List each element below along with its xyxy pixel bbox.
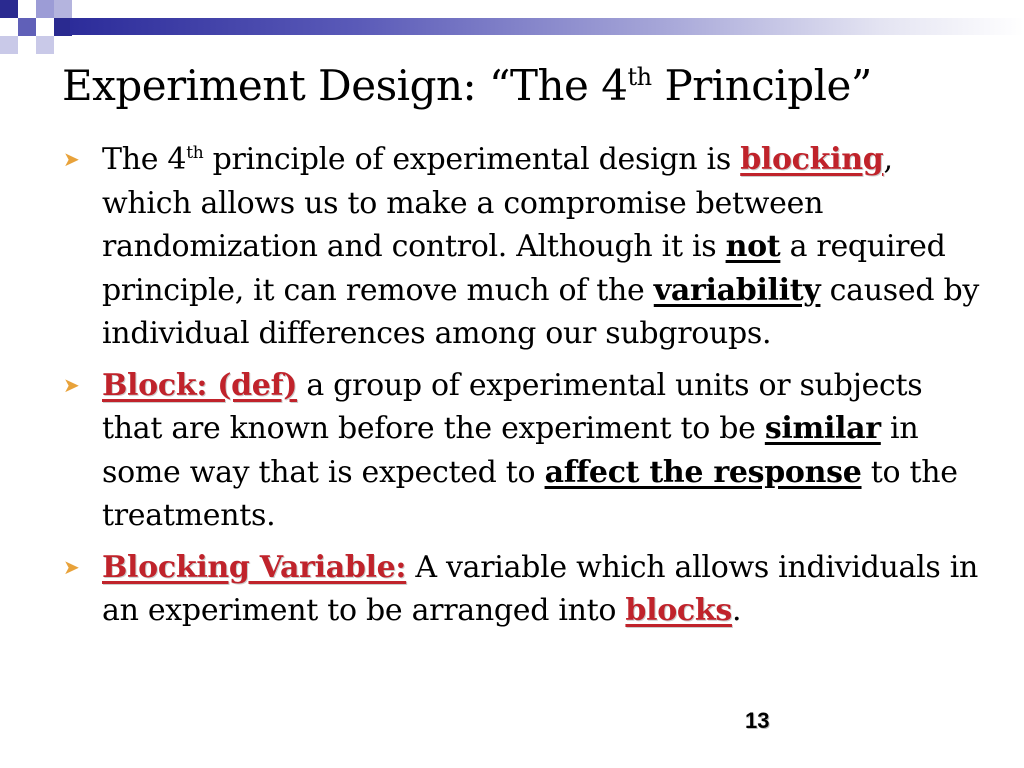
decor-square: [36, 0, 54, 18]
decor-square: [0, 36, 18, 54]
decor-square: [36, 18, 54, 36]
bullet-superscript: th: [186, 143, 204, 163]
slide-title: [62, 58, 1002, 114]
bullet-item-blocking-variable: [62, 546, 982, 633]
bullet-text: in some way that is expected to: [102, 411, 919, 490]
emphasis-similar: similar: [764, 411, 881, 446]
bullet-item-blocking-principle: [62, 138, 982, 356]
term-blocking: blocking: [740, 142, 884, 177]
title-text-end: Principle”: [651, 61, 872, 110]
decor-square: [18, 36, 36, 54]
arrow-right-icon: ➤: [63, 554, 80, 579]
page-number: 13: [745, 708, 770, 733]
bullet-text: , which allows us to make a compromise between randomization and control. Although it is: [102, 142, 893, 264]
term-blocking-variable: Blocking Variable:: [102, 549, 407, 585]
header-decoration: [0, 0, 1024, 60]
term-block-def: Block: (def): [102, 367, 298, 403]
decor-square: [54, 0, 72, 18]
decor-square: [0, 18, 18, 36]
emphasis-affect-response: affect the response: [544, 454, 862, 490]
bullet-text: principle of experimental design is: [203, 142, 741, 177]
emphasis-not: not: [725, 229, 781, 264]
bullet-text: a required principle, it can remove much of the: [102, 229, 946, 308]
arrow-right-icon: ➤: [63, 372, 80, 397]
title-text-start: Experiment Design: “The 4: [62, 61, 628, 110]
bullet-text: to the treatments.: [102, 454, 958, 533]
bullet-text: .: [731, 593, 742, 628]
slide-body: [62, 138, 982, 641]
bullet-text: A variable which allows individuals in an experiment to be arranged into: [102, 549, 979, 628]
decor-square: [18, 0, 36, 18]
title-superscript: th: [627, 63, 652, 91]
header-gradient-bar: [70, 18, 1024, 35]
bullet-item-block-definition: [62, 364, 982, 538]
bullet-text: a group of experimental units or subjects that are known before the experiment to be: [102, 367, 923, 446]
decor-square: [18, 18, 36, 36]
bullet-text: caused by individual differences among our subgroups.: [102, 272, 980, 351]
term-blocks: blocks: [625, 593, 732, 628]
bullet-text: The 4: [102, 142, 187, 177]
decor-square: [36, 36, 54, 54]
arrow-right-icon: ➤: [63, 147, 80, 171]
emphasis-variability: variability: [653, 272, 821, 308]
decor-square: [0, 0, 18, 18]
